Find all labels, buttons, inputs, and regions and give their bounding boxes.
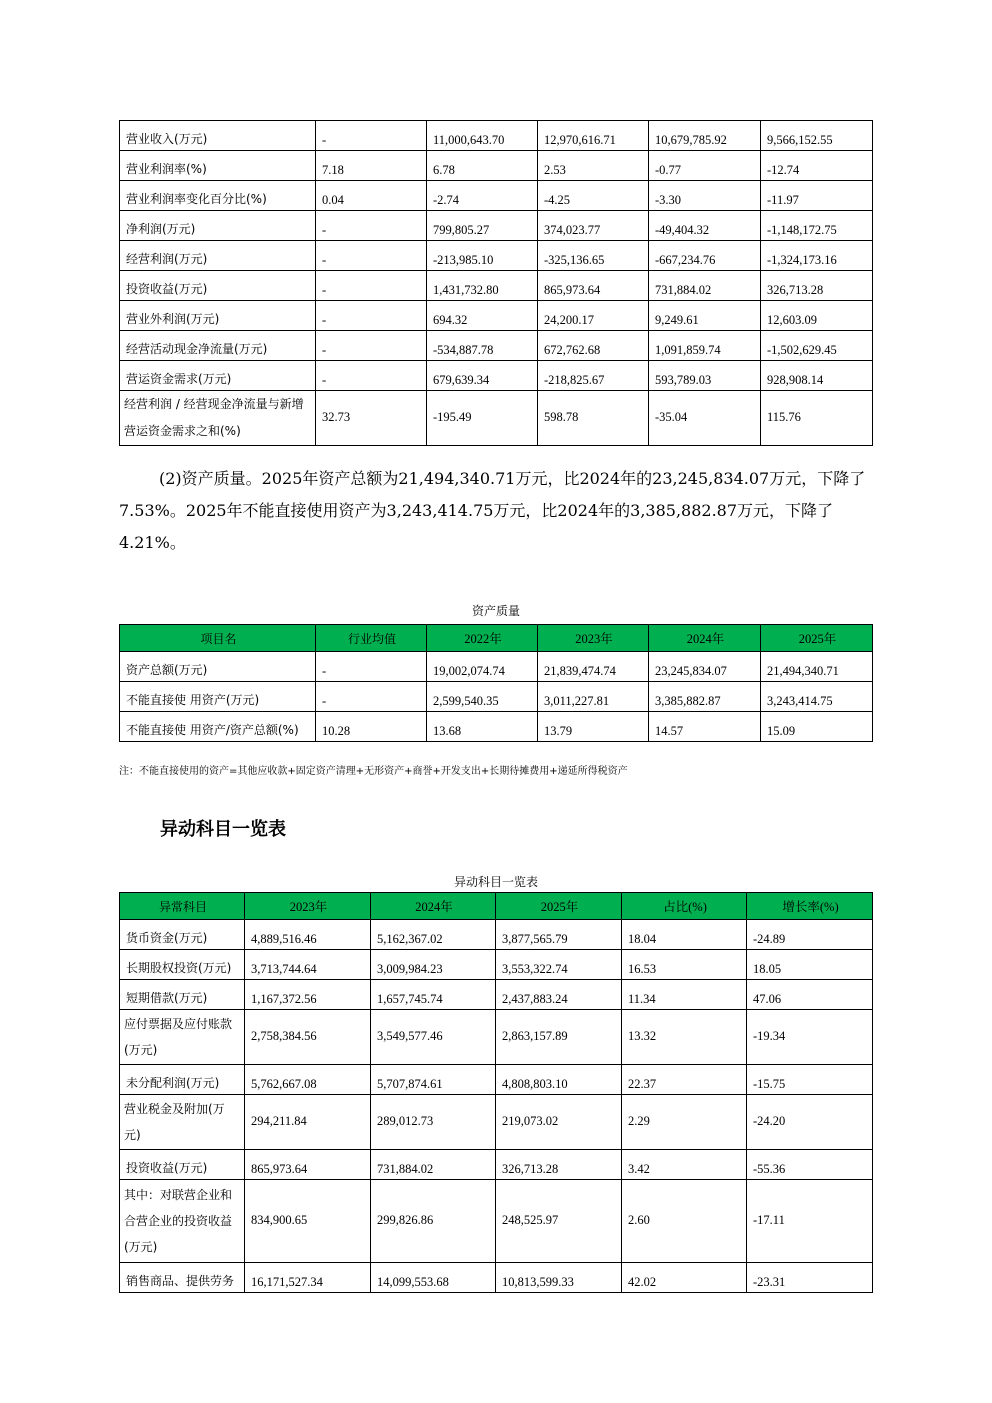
- cell: 294,211.84: [245, 1095, 371, 1150]
- asset-quality-paragraph: (2)资产质量。2025年资产总额为21,494,340.71万元，比2024年的23,245,834.07万元，下降了7.53%。2025年不能直接使用资产为3,243,414.75万元，比2024年的3,385,882.87万元，下降了4.21%。: [119, 469, 866, 552]
- cell: 3,877,565.79: [496, 920, 622, 950]
- table-note: 注：不能直接使用的资产=其他应收款+固定资产清理+无形资产+商誉+开发支出+长期待摊费用+递延所得税资产: [119, 766, 628, 777]
- cell: -12.74: [761, 151, 873, 181]
- cell: 10,813,599.33: [496, 1263, 622, 1293]
- row-label: 货币资金(万元): [120, 920, 245, 950]
- cell: 15.09: [761, 712, 873, 742]
- cell: 11,000,643.70: [427, 121, 538, 151]
- cell: 13.68: [427, 712, 538, 742]
- cell: 4,889,516.46: [245, 920, 371, 950]
- cell: 2.29: [622, 1095, 747, 1150]
- cell: 1,091,859.74: [649, 331, 761, 361]
- table-row: [120, 211, 873, 241]
- cell: 3,243,414.75: [761, 682, 873, 712]
- cell: 3,011,227.81: [538, 682, 649, 712]
- asset-quality-table: [119, 624, 873, 742]
- row-label: 投资收益(万元): [120, 1150, 245, 1180]
- row-label: 经营利润(万元): [120, 241, 316, 271]
- cell: -: [316, 241, 427, 271]
- cell: -55.36: [747, 1150, 873, 1180]
- cell: 3,553,322.74: [496, 950, 622, 980]
- cell: -1,502,629.45: [761, 331, 873, 361]
- cell: -17.11: [747, 1180, 873, 1263]
- table-row: [120, 121, 873, 151]
- table-row: [120, 391, 873, 446]
- cell: 5,162,367.02: [371, 920, 496, 950]
- cell: 2.60: [622, 1180, 747, 1263]
- table-row: [120, 920, 873, 950]
- column-header: 项目名: [120, 625, 316, 652]
- row-label: 净利润(万元): [120, 211, 316, 241]
- abnormal-items-table: [119, 892, 873, 1293]
- cell: 598.78: [538, 391, 649, 446]
- cell: 10.28: [316, 712, 427, 742]
- cell: 16.53: [622, 950, 747, 980]
- cell: -: [316, 121, 427, 151]
- column-header: 增长率(%): [747, 893, 873, 920]
- table-row: [120, 1180, 873, 1263]
- table-caption: 异动科目一览表: [453, 875, 538, 889]
- table-row: [120, 361, 873, 391]
- cell: 3,385,882.87: [649, 682, 761, 712]
- cell: 3,713,744.64: [245, 950, 371, 980]
- cell: -15.75: [747, 1065, 873, 1095]
- row-label: 营运资金需求(万元): [120, 361, 316, 391]
- cell: 3,009,984.23: [371, 950, 496, 980]
- cell: 32.73: [316, 391, 427, 446]
- table-caption: 资产质量: [471, 604, 520, 618]
- cell: -35.04: [649, 391, 761, 446]
- table-header-row: [120, 893, 873, 920]
- cell: 289,012.73: [371, 1095, 496, 1150]
- table-row: [120, 301, 873, 331]
- row-label: 经营利润 / 经营现金净流量与新增营运资金需求之和(%): [120, 391, 316, 446]
- cell: -195.49: [427, 391, 538, 446]
- cell: 12,603.09: [761, 301, 873, 331]
- cell: 672,762.68: [538, 331, 649, 361]
- cell: 2,758,384.56: [245, 1010, 371, 1065]
- cell: 5,707,874.61: [371, 1065, 496, 1095]
- cell: 326,713.28: [496, 1150, 622, 1180]
- column-header: 2022年: [427, 625, 538, 652]
- cell: 2,863,157.89: [496, 1010, 622, 1065]
- table-row: [120, 271, 873, 301]
- cell: -325,136.65: [538, 241, 649, 271]
- cell: 14,099,553.68: [371, 1263, 496, 1293]
- row-label: 销售商品、提供劳务: [120, 1263, 245, 1293]
- cell: 42.02: [622, 1263, 747, 1293]
- column-header: 行业均值: [316, 625, 427, 652]
- row-label: 资产总额(万元): [120, 652, 316, 682]
- cell: -: [316, 682, 427, 712]
- cell: -: [316, 271, 427, 301]
- cell: 799,805.27: [427, 211, 538, 241]
- table-header-row: [120, 625, 873, 652]
- column-header: 2025年: [496, 893, 622, 920]
- cell: 326,713.28: [761, 271, 873, 301]
- cell: 12,970,616.71: [538, 121, 649, 151]
- row-label: 经营活动现金净流量(万元): [120, 331, 316, 361]
- cell: -2.74: [427, 181, 538, 211]
- cell: 5,762,667.08: [245, 1065, 371, 1095]
- cell: 13.32: [622, 1010, 747, 1065]
- row-label: 其中：对联营企业和合营企业的投资收益(万元): [120, 1180, 245, 1263]
- cell: -: [316, 301, 427, 331]
- table-row: [120, 1065, 873, 1095]
- cell: -534,887.78: [427, 331, 538, 361]
- cell: 23,245,834.07: [649, 652, 761, 682]
- cell: 3,549,577.46: [371, 1010, 496, 1065]
- cell: 9,566,152.55: [761, 121, 873, 151]
- cell: 374,023.77: [538, 211, 649, 241]
- cell: -23.31: [747, 1263, 873, 1293]
- table-row: [120, 712, 873, 742]
- cell: 694.32: [427, 301, 538, 331]
- column-header: 2023年: [538, 625, 649, 652]
- cell: 11.34: [622, 980, 747, 1010]
- cell: 24,200.17: [538, 301, 649, 331]
- table-row: [120, 181, 873, 211]
- column-header: 异常科目: [120, 893, 245, 920]
- cell: 7.18: [316, 151, 427, 181]
- row-label: 短期借款(万元): [120, 980, 245, 1010]
- cell: -1,148,172.75: [761, 211, 873, 241]
- cell: -: [316, 331, 427, 361]
- table-row: [120, 151, 873, 181]
- cell: 21,494,340.71: [761, 652, 873, 682]
- cell: -3.30: [649, 181, 761, 211]
- column-header: 2023年: [245, 893, 371, 920]
- cell: -11.97: [761, 181, 873, 211]
- cell: -1,324,173.16: [761, 241, 873, 271]
- cell: 1,657,745.74: [371, 980, 496, 1010]
- row-label: 长期股权投资(万元): [120, 950, 245, 980]
- cell: 4,808,803.10: [496, 1065, 622, 1095]
- table-row: [120, 331, 873, 361]
- cell: 865,973.64: [538, 271, 649, 301]
- table-row: [120, 1150, 873, 1180]
- row-label: 不能直接使 用资产(万元): [120, 682, 316, 712]
- cell: -24.89: [747, 920, 873, 950]
- cell: 2.53: [538, 151, 649, 181]
- cell: 22.37: [622, 1065, 747, 1095]
- cell: 3.42: [622, 1150, 747, 1180]
- cell: 834,900.65: [245, 1180, 371, 1263]
- table-row: [120, 950, 873, 980]
- table-row: [120, 1263, 873, 1293]
- cell: -: [316, 361, 427, 391]
- table-row: [120, 980, 873, 1010]
- cell: 14.57: [649, 712, 761, 742]
- cell: 593,789.03: [649, 361, 761, 391]
- table-row: [120, 682, 873, 712]
- cell: -218,825.67: [538, 361, 649, 391]
- profitability-table: [119, 120, 873, 446]
- cell: 16,171,527.34: [245, 1263, 371, 1293]
- row-label: 营业收入(万元): [120, 121, 316, 151]
- cell: 679,639.34: [427, 361, 538, 391]
- cell: -19.34: [747, 1010, 873, 1065]
- cell: 299,826.86: [371, 1180, 496, 1263]
- row-label: 应付票据及应付账款(万元): [120, 1010, 245, 1065]
- cell: 731,884.02: [649, 271, 761, 301]
- table-row: [120, 241, 873, 271]
- row-label: 投资收益(万元): [120, 271, 316, 301]
- row-label: 营业外利润(万元): [120, 301, 316, 331]
- cell: 115.76: [761, 391, 873, 446]
- table-row: [120, 1010, 873, 1065]
- cell: 248,525.97: [496, 1180, 622, 1263]
- row-label: 营业利润率变化百分比(%): [120, 181, 316, 211]
- cell: 731,884.02: [371, 1150, 496, 1180]
- cell: 13.79: [538, 712, 649, 742]
- cell: 19,002,074.74: [427, 652, 538, 682]
- cell: 1,431,732.80: [427, 271, 538, 301]
- cell: 219,073.02: [496, 1095, 622, 1150]
- cell: -213,985.10: [427, 241, 538, 271]
- cell: 9,249.61: [649, 301, 761, 331]
- cell: 21,839,474.74: [538, 652, 649, 682]
- cell: 18.05: [747, 950, 873, 980]
- column-header: 2025年: [761, 625, 873, 652]
- row-label: 未分配利润(万元): [120, 1065, 245, 1095]
- cell: -49,404.32: [649, 211, 761, 241]
- cell: -: [316, 211, 427, 241]
- column-header: 2024年: [649, 625, 761, 652]
- row-label: 营业利润率(%): [120, 151, 316, 181]
- cell: 0.04: [316, 181, 427, 211]
- column-header: 2024年: [371, 893, 496, 920]
- cell: 1,167,372.56: [245, 980, 371, 1010]
- section-title: 异动科目一览表: [160, 819, 286, 840]
- cell: 18.04: [622, 920, 747, 950]
- cell: 865,973.64: [245, 1150, 371, 1180]
- table-row: [120, 1095, 873, 1150]
- cell: 928,908.14: [761, 361, 873, 391]
- row-label: 不能直接使 用资产/资产总额(%): [120, 712, 316, 742]
- cell: 6.78: [427, 151, 538, 181]
- cell: -0.77: [649, 151, 761, 181]
- column-header: 占比(%): [622, 893, 747, 920]
- row-label: 营业税金及附加(万元): [120, 1095, 245, 1150]
- cell: -667,234.76: [649, 241, 761, 271]
- table-row: [120, 652, 873, 682]
- cell: 2,599,540.35: [427, 682, 538, 712]
- cell: -: [316, 652, 427, 682]
- cell: 10,679,785.92: [649, 121, 761, 151]
- cell: -24.20: [747, 1095, 873, 1150]
- cell: 2,437,883.24: [496, 980, 622, 1010]
- cell: -4.25: [538, 181, 649, 211]
- cell: 47.06: [747, 980, 873, 1010]
